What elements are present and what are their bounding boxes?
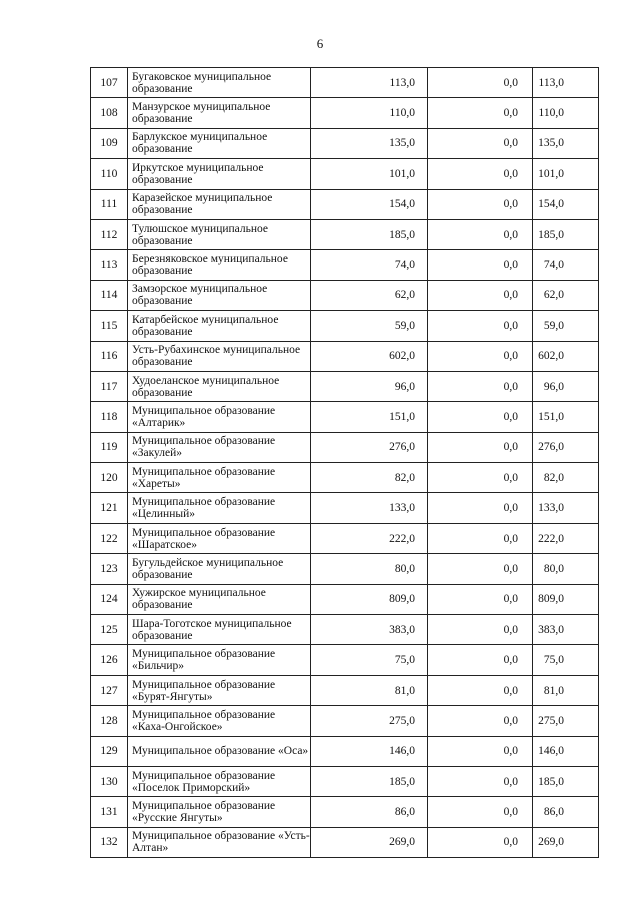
row-number-cell	[91, 493, 128, 523]
total-amount-cell	[533, 371, 599, 401]
change-amount-text: 0,0	[503, 714, 518, 727]
change-amount-text: 0,0	[503, 806, 518, 819]
change-amount-text: 0,0	[503, 441, 518, 454]
total-amount-text: 86,0	[543, 806, 564, 819]
amount-text: 185,0	[389, 775, 415, 788]
municipality-name-text: Каразейское муниципальное образование	[132, 192, 273, 217]
change-amount-text: 0,0	[503, 137, 518, 150]
table-row	[91, 68, 599, 98]
table-row	[91, 736, 599, 766]
total-amount-cell	[533, 766, 599, 796]
municipality-name-text: Бугаковское муниципальное образование	[132, 70, 272, 95]
amount-cell	[311, 645, 428, 675]
amount-text: 59,0	[394, 319, 415, 332]
row-number-text: 126	[100, 654, 118, 667]
table-row	[91, 189, 599, 219]
amount-cell	[311, 219, 428, 249]
municipality-name-cell	[128, 675, 311, 705]
change-amount-text: 0,0	[503, 107, 518, 120]
amount-text: 75,0	[394, 654, 415, 667]
amount-text: 151,0	[389, 410, 415, 423]
municipality-name-cell	[128, 615, 311, 645]
total-amount-text: 133,0	[538, 502, 564, 515]
table-row	[91, 402, 599, 432]
change-amount-cell	[428, 554, 533, 584]
amount-text: 276,0	[389, 441, 415, 454]
total-amount-text: 222,0	[538, 532, 564, 545]
municipality-name-text: Муниципальное образование «Русские Янгуты»	[132, 800, 276, 825]
table-row	[91, 615, 599, 645]
municipality-name-text: Муниципальное образование «Бурят-Янгуты»	[132, 678, 276, 703]
change-amount-cell	[428, 68, 533, 98]
amount-cell	[311, 736, 428, 766]
amount-cell	[311, 463, 428, 493]
table-row	[91, 311, 599, 341]
total-amount-text: 275,0	[538, 714, 564, 727]
municipality-name-cell	[128, 219, 311, 249]
municipality-name-cell	[128, 493, 311, 523]
table-row	[91, 584, 599, 614]
total-amount-cell	[533, 554, 599, 584]
row-number-cell	[91, 371, 128, 401]
amount-cell	[311, 675, 428, 705]
amount-text: 133,0	[389, 502, 415, 515]
municipality-name-text: Тулюшское муниципальное образование	[132, 222, 268, 247]
municipality-name-text: Замзорское муниципальное образование	[132, 283, 268, 308]
change-amount-text: 0,0	[503, 198, 518, 211]
change-amount-cell	[428, 128, 533, 158]
amount-cell	[311, 827, 428, 857]
amount-cell	[311, 432, 428, 462]
total-amount-text: 151,0	[538, 410, 564, 423]
table-row	[91, 432, 599, 462]
change-amount-cell	[428, 432, 533, 462]
amount-text: 80,0	[394, 562, 415, 575]
change-amount-cell	[428, 827, 533, 857]
change-amount-text: 0,0	[503, 259, 518, 272]
row-number-cell	[91, 311, 128, 341]
change-amount-text: 0,0	[503, 562, 518, 575]
change-amount-cell	[428, 523, 533, 553]
total-amount-cell	[533, 68, 599, 98]
row-number-text: 125	[100, 623, 118, 636]
change-amount-text: 0,0	[503, 319, 518, 332]
municipality-name-text: Бугульдейское муниципальное образование	[132, 556, 284, 581]
total-amount-cell	[533, 797, 599, 827]
change-amount-text: 0,0	[503, 623, 518, 636]
row-number-text: 130	[100, 775, 118, 788]
municipality-name-cell	[128, 706, 311, 736]
amount-cell	[311, 280, 428, 310]
change-amount-cell	[428, 766, 533, 796]
row-number-cell	[91, 402, 128, 432]
total-amount-text: 809,0	[538, 593, 564, 606]
row-number-text: 131	[100, 806, 118, 819]
row-number-cell	[91, 159, 128, 189]
change-amount-text: 0,0	[503, 775, 518, 788]
row-number-text: 123	[100, 562, 118, 575]
amount-cell	[311, 554, 428, 584]
total-amount-cell	[533, 159, 599, 189]
total-amount-cell	[533, 98, 599, 128]
municipality-name-cell	[128, 98, 311, 128]
municipality-name-cell	[128, 159, 311, 189]
amount-cell	[311, 311, 428, 341]
total-amount-cell	[533, 219, 599, 249]
row-number-text: 114	[100, 289, 118, 302]
change-amount-cell	[428, 615, 533, 645]
amount-text: 185,0	[389, 228, 415, 241]
amount-cell	[311, 189, 428, 219]
row-number-text: 119	[100, 441, 118, 454]
total-amount-text: 185,0	[538, 775, 564, 788]
municipality-name-text: Муниципальное образование «Усть-Алтан»	[132, 830, 310, 855]
change-amount-cell	[428, 311, 533, 341]
table-row	[91, 280, 599, 310]
change-amount-cell	[428, 219, 533, 249]
municipality-name-text: Муниципальное образование «Хареты»	[132, 465, 276, 490]
table-body	[91, 68, 599, 858]
municipality-name-text: Муниципальное образование «Закулей»	[132, 435, 276, 460]
page-number: 6	[316, 36, 324, 51]
row-number-text: 110	[100, 167, 118, 180]
total-amount-cell	[533, 523, 599, 553]
amount-text: 82,0	[394, 471, 415, 484]
table-row	[91, 98, 599, 128]
municipality-name-text: Муниципальное образование «Алтарик»	[132, 404, 276, 429]
municipality-name-cell	[128, 584, 311, 614]
total-amount-text: 96,0	[543, 380, 564, 393]
row-number-cell	[91, 68, 128, 98]
change-amount-cell	[428, 675, 533, 705]
amount-text: 602,0	[389, 350, 415, 363]
total-amount-cell	[533, 128, 599, 158]
row-number-text: 116	[100, 350, 118, 363]
municipality-name-text: Шара-Тоготское муниципальное образование	[132, 617, 292, 642]
change-amount-text: 0,0	[503, 167, 518, 180]
row-number-cell	[91, 554, 128, 584]
municipality-name-cell	[128, 766, 311, 796]
total-amount-cell	[533, 432, 599, 462]
total-amount-cell	[533, 250, 599, 280]
municipality-name-text: Хужирское муниципальное образование	[132, 587, 266, 612]
row-number-cell	[91, 341, 128, 371]
change-amount-cell	[428, 371, 533, 401]
row-number-cell	[91, 432, 128, 462]
row-number-cell	[91, 523, 128, 553]
row-number-cell	[91, 280, 128, 310]
municipality-name-cell	[128, 645, 311, 675]
change-amount-text: 0,0	[503, 380, 518, 393]
change-amount-text: 0,0	[503, 289, 518, 302]
amount-cell	[311, 68, 428, 98]
total-amount-text: 110,0	[538, 107, 564, 120]
change-amount-text: 0,0	[503, 471, 518, 484]
total-amount-text: 383,0	[538, 623, 564, 636]
total-amount-cell	[533, 615, 599, 645]
table-row	[91, 645, 599, 675]
change-amount-cell	[428, 493, 533, 523]
total-amount-text: 113,0	[538, 76, 564, 89]
total-amount-cell	[533, 341, 599, 371]
change-amount-cell	[428, 98, 533, 128]
row-number-cell	[91, 827, 128, 857]
table-row	[91, 766, 599, 796]
amount-text: 74,0	[394, 259, 415, 272]
table-row	[91, 827, 599, 857]
municipality-name-cell	[128, 736, 311, 766]
table-row	[91, 706, 599, 736]
row-number-text: 127	[100, 684, 118, 697]
row-number-cell	[91, 766, 128, 796]
total-amount-text: 81,0	[543, 684, 564, 697]
row-number-cell	[91, 797, 128, 827]
change-amount-text: 0,0	[503, 502, 518, 515]
municipality-name-text: Худоеланское муниципальное образование	[132, 374, 280, 399]
total-amount-cell	[533, 645, 599, 675]
municipality-name-cell	[128, 827, 311, 857]
table-row	[91, 159, 599, 189]
total-amount-cell	[533, 189, 599, 219]
change-amount-cell	[428, 584, 533, 614]
table-row	[91, 250, 599, 280]
amount-text: 154,0	[389, 198, 415, 211]
change-amount-cell	[428, 341, 533, 371]
row-number-text: 120	[100, 471, 118, 484]
total-amount-cell	[533, 280, 599, 310]
total-amount-text: 74,0	[543, 259, 564, 272]
municipality-name-cell	[128, 311, 311, 341]
total-amount-text: 80,0	[543, 562, 564, 575]
municipality-name-text: Муниципальное образование «Каха-Онгойское»	[132, 708, 276, 733]
row-number-text: 117	[100, 380, 118, 393]
municipality-name-cell	[128, 463, 311, 493]
municipality-name-cell	[128, 280, 311, 310]
total-amount-text: 101,0	[538, 167, 564, 180]
change-amount-cell	[428, 706, 533, 736]
change-amount-text: 0,0	[503, 684, 518, 697]
change-amount-text: 0,0	[503, 593, 518, 606]
row-number-cell	[91, 128, 128, 158]
municipality-name-cell	[128, 523, 311, 553]
amount-cell	[311, 341, 428, 371]
amount-text: 86,0	[394, 806, 415, 819]
table-row	[91, 371, 599, 401]
table-row	[91, 797, 599, 827]
row-number-text: 109	[100, 137, 118, 150]
municipality-name-text: Муниципальное образование «Поселок Приморский»	[132, 769, 276, 794]
amount-cell	[311, 615, 428, 645]
change-amount-cell	[428, 280, 533, 310]
row-number-text: 129	[100, 745, 118, 758]
amount-cell	[311, 159, 428, 189]
table-row	[91, 523, 599, 553]
amount-cell	[311, 766, 428, 796]
municipality-name-text: Муниципальное образование «Оса»	[132, 745, 309, 758]
total-amount-cell	[533, 584, 599, 614]
change-amount-cell	[428, 159, 533, 189]
row-number-cell	[91, 706, 128, 736]
row-number-text: 121	[100, 502, 118, 515]
amount-text: 81,0	[394, 684, 415, 697]
change-amount-text: 0,0	[503, 350, 518, 363]
municipality-name-cell	[128, 554, 311, 584]
total-amount-text: 146,0	[538, 745, 564, 758]
municipality-name-cell	[128, 402, 311, 432]
municipality-name-text: Барлукское муниципальное образование	[132, 131, 268, 156]
amount-text: 113,0	[389, 76, 415, 89]
row-number-cell	[91, 584, 128, 614]
row-number-cell	[91, 736, 128, 766]
row-number-text: 107	[100, 76, 118, 89]
change-amount-text: 0,0	[503, 76, 518, 89]
amount-text: 62,0	[394, 289, 415, 302]
row-number-text: 132	[100, 836, 118, 849]
change-amount-text: 0,0	[503, 410, 518, 423]
total-amount-cell	[533, 706, 599, 736]
row-number-cell	[91, 250, 128, 280]
municipality-name-cell	[128, 341, 311, 371]
total-amount-text: 135,0	[538, 137, 564, 150]
amount-cell	[311, 128, 428, 158]
row-number-cell	[91, 645, 128, 675]
municipality-name-text: Катарбейское муниципальное образование	[132, 313, 279, 338]
amount-text: 96,0	[394, 380, 415, 393]
municipality-name-cell	[128, 189, 311, 219]
municipality-name-text: Манзурское муниципальное образование	[132, 101, 271, 126]
table-row	[91, 128, 599, 158]
amount-text: 269,0	[389, 836, 415, 849]
total-amount-cell	[533, 827, 599, 857]
amount-cell	[311, 250, 428, 280]
total-amount-text: 602,0	[538, 350, 564, 363]
amount-cell	[311, 493, 428, 523]
municipality-name-text: Иркутское муниципальное образование	[132, 161, 264, 186]
change-amount-cell	[428, 463, 533, 493]
row-number-text: 112	[100, 228, 118, 241]
amount-text: 383,0	[389, 623, 415, 636]
row-number-text: 113	[100, 259, 118, 272]
total-amount-cell	[533, 493, 599, 523]
total-amount-cell	[533, 675, 599, 705]
row-number-cell	[91, 98, 128, 128]
row-number-cell	[91, 675, 128, 705]
municipality-name-text: Муниципальное образование «Целинный»	[132, 496, 276, 521]
change-amount-cell	[428, 250, 533, 280]
total-amount-cell	[533, 402, 599, 432]
row-number-cell	[91, 615, 128, 645]
amount-cell	[311, 706, 428, 736]
total-amount-text: 269,0	[538, 836, 564, 849]
municipality-name-text: Муниципальное образование «Бильчир»	[132, 648, 276, 673]
row-number-text: 118	[100, 410, 118, 423]
row-number-text: 115	[100, 319, 118, 332]
total-amount-text: 62,0	[543, 289, 564, 302]
total-amount-text: 82,0	[543, 471, 564, 484]
table-row	[91, 493, 599, 523]
amount-text: 146,0	[389, 745, 415, 758]
change-amount-cell	[428, 736, 533, 766]
change-amount-cell	[428, 797, 533, 827]
row-number-cell	[91, 463, 128, 493]
amount-text: 135,0	[389, 137, 415, 150]
change-amount-cell	[428, 645, 533, 675]
change-amount-text: 0,0	[503, 228, 518, 241]
amount-cell	[311, 402, 428, 432]
table-row	[91, 554, 599, 584]
amount-text: 275,0	[389, 714, 415, 727]
change-amount-text: 0,0	[503, 745, 518, 758]
row-number-text: 122	[100, 532, 118, 545]
change-amount-text: 0,0	[503, 654, 518, 667]
total-amount-text: 276,0	[538, 441, 564, 454]
change-amount-cell	[428, 189, 533, 219]
total-amount-cell	[533, 463, 599, 493]
municipality-name-text: Березняковское муниципальное образование	[132, 253, 288, 278]
amount-cell	[311, 371, 428, 401]
amount-text: 110,0	[389, 107, 415, 120]
row-number-text: 108	[100, 107, 118, 120]
municipality-name-cell	[128, 68, 311, 98]
municipality-name-cell	[128, 432, 311, 462]
table-row	[91, 463, 599, 493]
change-amount-cell	[428, 402, 533, 432]
row-number-text: 111	[100, 198, 118, 211]
row-number-text: 128	[100, 714, 118, 727]
municipality-name-cell	[128, 371, 311, 401]
total-amount-text: 154,0	[538, 198, 564, 211]
total-amount-cell	[533, 736, 599, 766]
row-number-cell	[91, 219, 128, 249]
table-row	[91, 675, 599, 705]
total-amount-cell	[533, 311, 599, 341]
municipality-name-text: Усть-Рубахинское муниципальное образование	[132, 344, 301, 369]
amount-cell	[311, 584, 428, 614]
row-number-text: 124	[100, 593, 118, 606]
municipal-allocation-table	[90, 67, 599, 858]
table-row	[91, 341, 599, 371]
municipality-name-cell	[128, 797, 311, 827]
total-amount-text: 185,0	[538, 228, 564, 241]
amount-text: 222,0	[389, 532, 415, 545]
amount-cell	[311, 797, 428, 827]
change-amount-text: 0,0	[503, 836, 518, 849]
municipality-name-cell	[128, 250, 311, 280]
total-amount-text: 59,0	[543, 319, 564, 332]
row-number-cell	[91, 189, 128, 219]
municipality-name-cell	[128, 128, 311, 158]
table-row	[91, 219, 599, 249]
amount-cell	[311, 523, 428, 553]
total-amount-text: 75,0	[543, 654, 564, 667]
amount-text: 101,0	[389, 167, 415, 180]
amount-text: 809,0	[389, 593, 415, 606]
change-amount-text: 0,0	[503, 532, 518, 545]
amount-cell	[311, 98, 428, 128]
municipality-name-text: Муниципальное образование «Шаратское»	[132, 526, 276, 551]
